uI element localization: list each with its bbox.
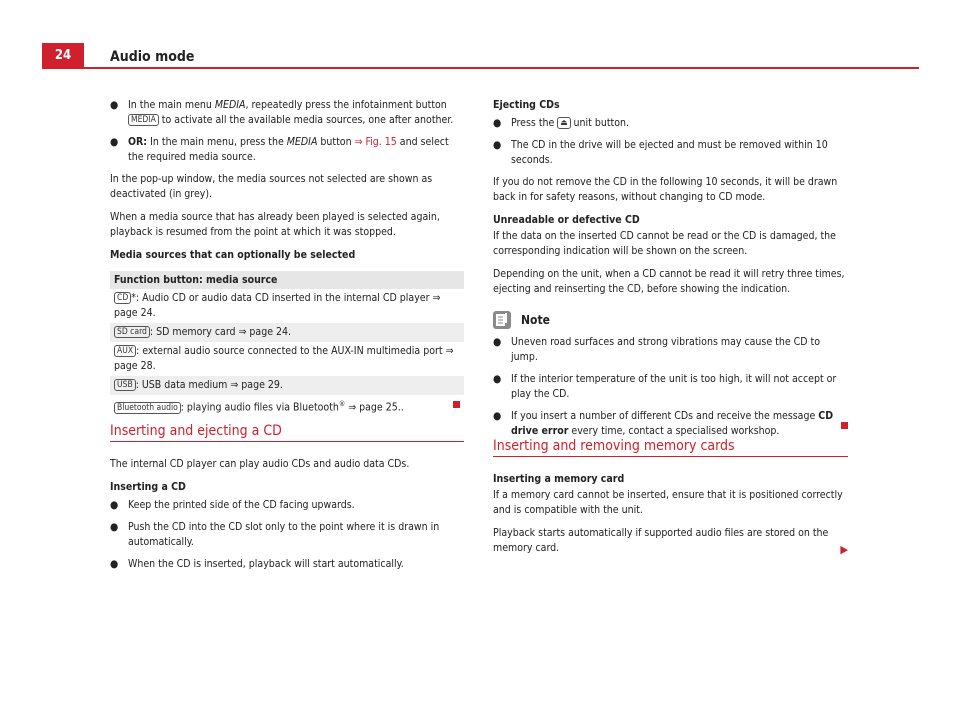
- list-item: ● If the interior temperature of the unit is too high, it will not accept or play the CD.: [493, 373, 837, 400]
- subheading: Media sources that can optionally be selected: [110, 249, 356, 261]
- eject-key: ⏏: [557, 117, 570, 129]
- paragraph: Depending on the unit, when a CD cannot be read it will retry three times, ejecting and reinserting the CD, before showing the indication.: [493, 268, 845, 295]
- paragraph: If you do not remove the CD in the following 10 seconds, it will be drawn back in for safety reasons, without changing to CD mode.: [493, 176, 838, 203]
- table-header: Function button: media source: [110, 271, 464, 289]
- end-of-section-icon: [453, 401, 460, 408]
- list-item: ● Press the ⏏ unit button.: [493, 117, 630, 129]
- continue-arrow-icon: ▶: [840, 543, 848, 556]
- cd-key: CD: [114, 292, 131, 304]
- subheading: Ejecting CDs: [493, 99, 560, 111]
- table-row: USB : USB data medium ⇒ page 29.: [110, 376, 464, 395]
- memory-card-section: [493, 439, 848, 564]
- paragraph: Playback starts automatically if supported audio files are stored on the memory card.: [493, 527, 829, 554]
- right-column: [493, 98, 848, 446]
- end-of-section-icon: [841, 422, 848, 429]
- list-item: ● The CD in the drive will be ejected and must be removed within 10 seconds.: [493, 139, 828, 166]
- table-row: Bluetooth audio : playing audio files via Bluetooth® ⇒ page 25..: [110, 395, 464, 418]
- table-row: SD card : SD memory card ⇒ page 24.: [110, 323, 464, 342]
- subheading: Unreadable or defective CD: [493, 214, 640, 226]
- paragraph: The internal CD player can play audio CDs and audio data CDs.: [110, 458, 410, 470]
- paragraph: If a memory card cannot be inserted, ensure that it is positioned correctly and is compatible with the unit.: [493, 489, 843, 516]
- list-item: ● OR: In the main menu, press the MEDIA button ⇒ Fig. 15 and select the required media source.: [110, 136, 449, 163]
- header-rule: [42, 67, 919, 69]
- table-row: AUX : external audio source connected to the AUX-IN multimedia port ⇒ page 28.: [114, 345, 454, 372]
- aux-key: AUX: [114, 345, 136, 357]
- figure-link[interactable]: ⇒ Fig. 15: [354, 136, 397, 148]
- page-title: Audio mode: [110, 49, 195, 65]
- bluetooth-audio-key: Bluetooth audio: [114, 402, 181, 414]
- note-box: [493, 311, 848, 439]
- media-sources-table: [110, 271, 464, 418]
- list-item: ● Keep the printed side of the CD facing upwards.: [110, 499, 355, 511]
- menu-name: MEDIA: [214, 99, 246, 111]
- usb-key: USB: [114, 379, 136, 391]
- page-number: 24: [42, 43, 84, 68]
- subheading: Inserting a CD: [110, 481, 186, 493]
- note-icon: [493, 311, 511, 329]
- list-item: ● When the CD is inserted, playback will start automatically.: [110, 558, 404, 570]
- list-item: ● Uneven road surfaces and strong vibrations may cause the CD to jump.: [493, 336, 821, 363]
- sd-card-key: SD card: [114, 326, 150, 338]
- list-item: ● In the main menu MEDIA, repeatedly press the infotainment button MEDIA to activate all the available media sources, one after another.: [110, 99, 454, 126]
- list-item: ● Push the CD into the CD slot only to the point where it is drawn in automatically.: [110, 521, 440, 548]
- section-rule: [110, 441, 464, 442]
- paragraph: When a media source that has already been played is selected again, playback is resumed from the point at which it was stopped.: [110, 211, 440, 238]
- section-title: Inserting and removing memory cards: [493, 438, 735, 454]
- subheading: Inserting a memory card: [493, 473, 625, 485]
- list-item: ● If you insert a number of different CDs and receive the message CD drive error every time, contact a specialised workshop.: [493, 410, 834, 437]
- cd-section: [110, 424, 464, 579]
- media-key: MEDIA: [128, 114, 159, 126]
- table-row: CD *: Audio CD or audio data CD inserted in the internal CD player ⇒ page 24.: [114, 292, 441, 319]
- section-rule: [493, 456, 848, 457]
- paragraph: In the pop-up window, the media sources not selected are shown as deactivated (in grey).: [110, 173, 433, 200]
- note-title: Note: [521, 312, 550, 327]
- section-title: Inserting and ejecting a CD: [110, 423, 282, 439]
- left-column: [110, 98, 464, 418]
- paragraph: If the data on the inserted CD cannot be read or the CD is damaged, the corresponding indication will be shown on the screen.: [493, 230, 836, 257]
